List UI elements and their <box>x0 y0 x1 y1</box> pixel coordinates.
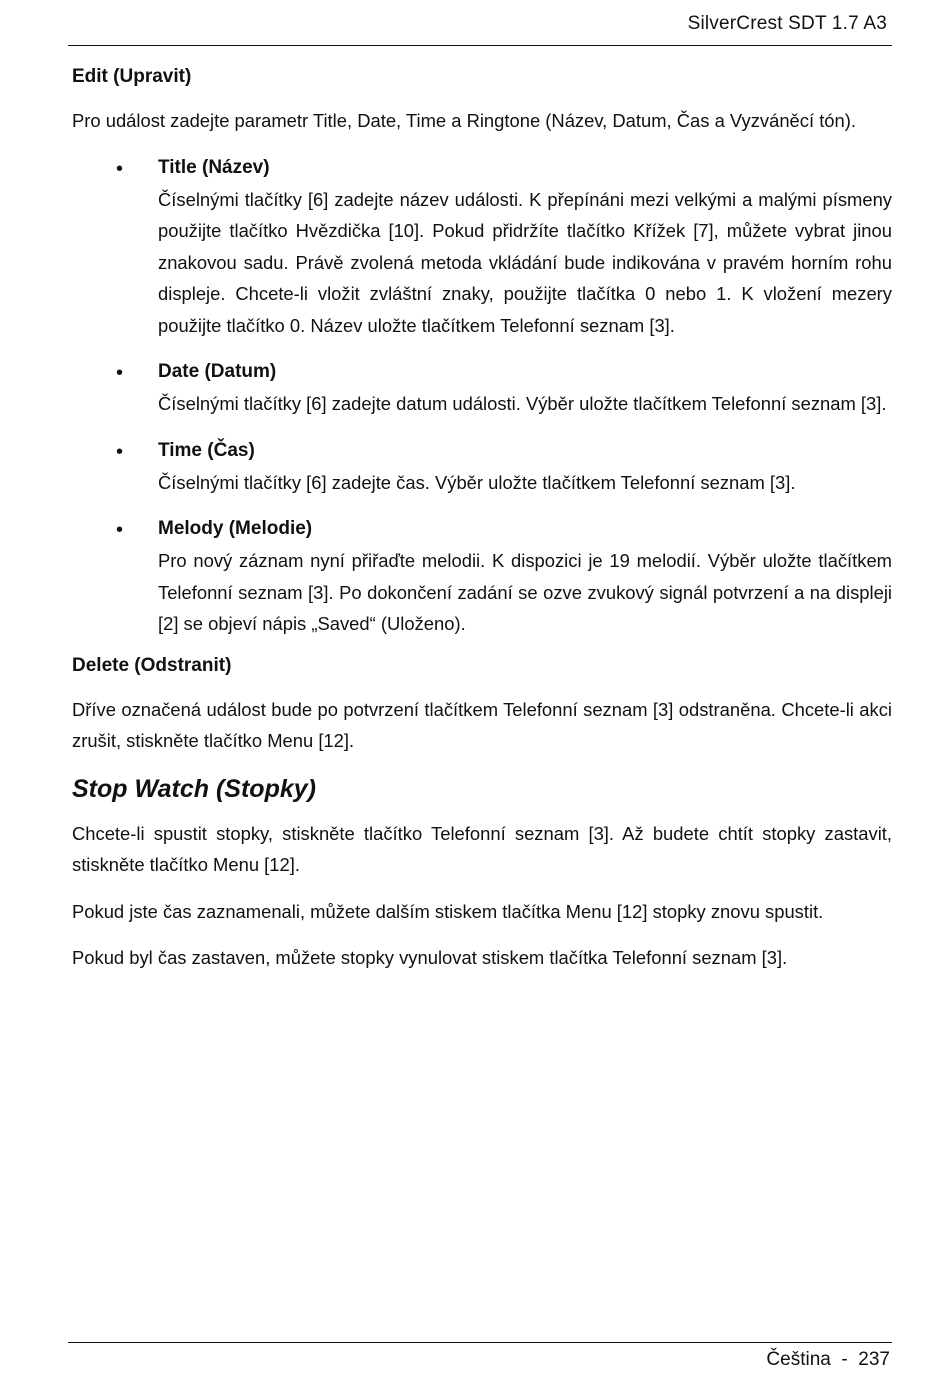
list-item-heading: Melody (Melodie) <box>158 518 313 539</box>
bullet-icon: • <box>116 362 124 384</box>
stopwatch-paragraph: Chcete-li spustit stopky, stiskněte tlačítko Telefonní seznam [3]. Až budete chtít stopky zastavit, stiskněte tlačítko Menu [12]. <box>72 822 892 875</box>
list-item-heading: Title (Název) <box>158 156 270 178</box>
list-item-text: Pro nový záznam nyní přiřaďte melodii. K dispozici je 19 melodií. Výběr uložte tlačítkem Telefonní seznam [3]. Po dokončení zadání se ozve zvukový signál potvrzení a na displeji [2] se objeví nápis „Saved“ (Uloženo). <box>158 550 892 634</box>
list-item-text: Číselnými tlačítky [6] zadejte název události. K přepínáni mezi velkými a malými písmeny použijte tlačítko Hvězdička [10]. Pokud přidržíte tlačítko Křížek [7], můžete vybrat jinou znakovou sadu. Právě zvolená metoda vkládání bude indikována v pravém horním rohu displeje. Chcete-li vložit zvláštní znaky, použijte tlačítka 0 nebo 1. K vložení mezery použijte tlačítko 0. Název uložte tlačítkem Telefonní seznam [3]. <box>158 188 892 336</box>
list-item-date <box>72 356 892 420</box>
list-item-text: Číselnými tlačítky [6] zadejte čas. Výběr uložte tlačítkem Telefonní seznam [3]. <box>158 471 796 493</box>
page-footer: Čeština - 237 <box>766 1349 890 1370</box>
running-header: SilverCrest SDT 1.7 A3 <box>687 13 887 34</box>
stopwatch-heading: Stop Watch (Stopky) <box>72 774 316 803</box>
bullet-icon: • <box>116 157 124 180</box>
list-item-heading: Time (Čas) <box>158 439 255 461</box>
list-item-text: Číselnými tlačítky [6] zadejte datum události. Výběr uložte tlačítkem Telefonní seznam [3]. <box>158 393 887 414</box>
edit-heading: Edit (Upravit) <box>72 66 192 87</box>
delete-text: Dříve označená událost bude po potvrzení tlačítkem Telefonní seznam [3] odstraněna. Chcete-li akci zrušit, stiskněte tlačítko Menu [12]. <box>72 698 892 751</box>
bullet-icon: • <box>116 440 124 463</box>
list-item-melody <box>72 513 892 640</box>
delete-heading: Delete (Odstranit) <box>72 654 232 676</box>
list-item-title <box>72 152 892 342</box>
edit-intro: Pro událost zadejte parametr Title, Date, Time a Ringtone (Název, Datum, Čas a Vyzváněcí tón). <box>72 110 856 131</box>
stopwatch-paragraph: Pokud jste čas zaznamenali, můžete dalším stiskem tlačítka Menu [12] stopky znovu spustit. <box>72 900 824 922</box>
page-content <box>72 66 892 989</box>
bullet-icon: • <box>116 519 124 541</box>
footer-rule <box>68 1342 892 1343</box>
header-rule <box>68 45 892 46</box>
stopwatch-paragraph: Pokud byl čas zastaven, můžete stopky vynulovat stiskem tlačítka Telefonní seznam [3]. <box>72 947 788 968</box>
list-item-time <box>72 435 892 499</box>
list-item-heading: Date (Datum) <box>158 361 277 382</box>
